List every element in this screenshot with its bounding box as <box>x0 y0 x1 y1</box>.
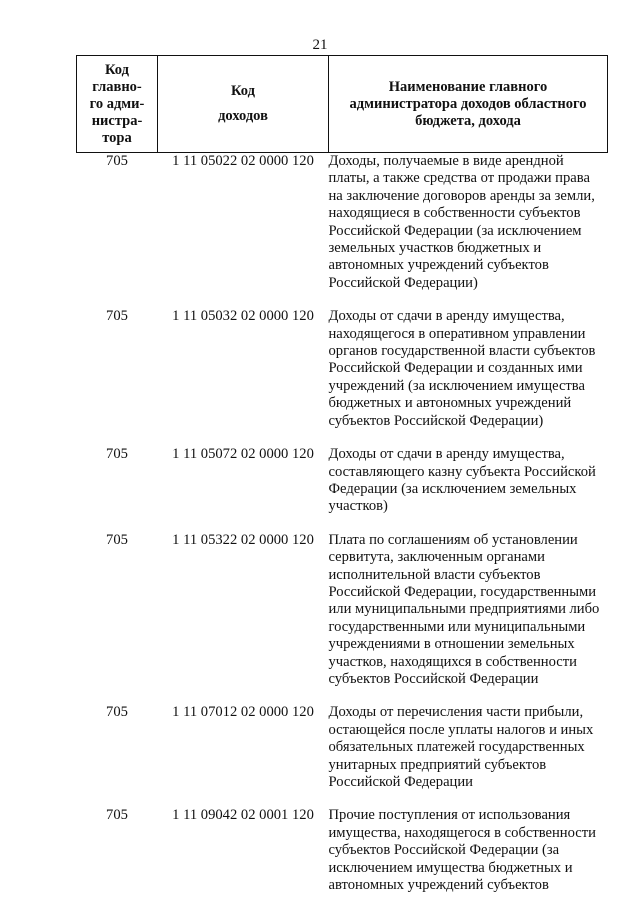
budget-revenue-table <box>76 55 608 894</box>
income-name-line: субъектов Российской Федерации (за <box>328 842 560 859</box>
income-name-line: обязательных платежей государственных <box>328 739 585 756</box>
income-name-cell <box>329 532 608 689</box>
income-name-line: государственными или муниципальными <box>328 618 586 635</box>
header-income-line: доходов <box>218 108 268 124</box>
header-income-code <box>158 56 329 153</box>
spacer-cell <box>77 791 608 807</box>
page-number: 21 <box>312 37 328 53</box>
admin-code-cell: 705 <box>106 308 128 325</box>
income-name-line: или муниципальными предприятиями либо <box>328 601 600 618</box>
header-admin-code <box>77 56 158 153</box>
income-name-line: Российской Федерации, государственными <box>328 583 597 600</box>
income-name-cell <box>329 704 608 791</box>
income-name-cell <box>329 446 608 516</box>
income-name-line: Плата по соглашениям об установлении <box>328 531 578 548</box>
income-name-line: остающейся после уплаты налогов и иных <box>328 721 594 738</box>
income-code-cell: 1 11 05322 02 0000 120 <box>172 531 314 548</box>
income-name-line: участков) <box>328 498 388 515</box>
admin-code-cell: 705 <box>106 807 128 824</box>
header-name-line: бюджета, дохода <box>415 112 521 129</box>
income-name-line: находящегося в оперативном управлении <box>328 325 586 342</box>
income-name-line: бюджетных и автономных учреждений <box>328 395 572 412</box>
income-name-line: субъектов Российской Федерации) <box>328 412 544 429</box>
header-name-line: Наименование главного <box>388 78 548 95</box>
income-name-cell <box>329 153 608 293</box>
admin-code-cell: 705 <box>106 446 128 463</box>
header-name-line: администратора доходов областного <box>349 95 587 112</box>
income-name-line: Российской Федерации и созданных ими <box>328 360 583 377</box>
income-name-line: находящиеся в собственности субъектов <box>328 205 581 222</box>
admin-code-cell: 705 <box>106 531 128 548</box>
table-header-row <box>77 56 608 153</box>
spacer-cell <box>77 292 608 308</box>
income-name-line: учреждений (за исключением имущества <box>328 377 585 394</box>
header-admin-line: го адми- <box>89 95 145 112</box>
income-name-cell <box>329 807 608 894</box>
income-name-line: органов государственной власти субъектов <box>328 343 596 360</box>
table-body <box>77 153 608 895</box>
income-name-line: сервитута, заключенным органами <box>328 549 545 566</box>
header-admin-line: нистра- <box>91 112 143 129</box>
income-name-line: земельных участков бюджетных и <box>328 240 542 257</box>
income-name-line: составляющего казну субъекта Российской <box>328 463 596 480</box>
header-admin-line: главно- <box>92 78 142 95</box>
income-name-line: Российской Федерации <box>328 774 473 790</box>
spacer-cell <box>77 516 608 532</box>
header-name <box>329 56 608 153</box>
income-name-line: унитарных предприятий субъектов <box>328 756 547 773</box>
income-name-line: автономных учреждений субъектов <box>328 257 549 274</box>
table-row <box>77 532 608 689</box>
income-name-line: на заключение договоров аренды за земли, <box>328 187 595 204</box>
row-spacer <box>77 516 608 532</box>
income-name-line: Доходы от сдачи в аренду имущества, <box>328 308 565 325</box>
income-name-cell <box>329 308 608 430</box>
income-name-line: Прочие поступления от использования <box>328 807 571 824</box>
income-code-cell: 1 11 09042 02 0001 120 <box>172 807 314 824</box>
income-code-cell: 1 11 05022 02 0000 120 <box>172 153 314 169</box>
row-spacer <box>77 292 608 308</box>
spacer-cell <box>77 688 608 704</box>
income-name-line: участков, находящихся в собственности <box>328 653 577 670</box>
row-spacer <box>77 430 608 446</box>
header-admin-line: Код <box>105 61 129 78</box>
income-name-line: имущества, находящегося в собственности <box>328 824 596 841</box>
income-name-line: Российской Федерации (за исключением <box>328 222 582 239</box>
spacer-cell <box>77 430 608 446</box>
table-row <box>77 153 608 293</box>
row-spacer <box>77 688 608 704</box>
income-name-line: платы, а также средства от продажи права <box>328 170 590 187</box>
admin-code-cell: 705 <box>106 153 128 169</box>
admin-code-cell: 705 <box>106 704 128 721</box>
income-name-line: автономных учреждений субъектов <box>328 877 549 894</box>
income-name-line: Доходы от перечисления части прибыли, <box>328 704 584 721</box>
table-row <box>77 807 608 894</box>
table-row <box>77 704 608 791</box>
header-admin-line: тора <box>102 129 132 146</box>
income-name-line: учреждениями в отношении земельных <box>328 636 575 653</box>
income-name-line: Российской Федерации) <box>328 274 478 291</box>
income-name-line: субъектов Российской Федерации <box>328 670 539 687</box>
header-income-line: Код <box>231 83 255 99</box>
income-code-cell: 1 11 05072 02 0000 120 <box>172 446 314 463</box>
row-spacer <box>77 791 608 807</box>
table-row <box>77 446 608 516</box>
income-name-line: Доходы от сдачи в аренду имущества, <box>328 446 565 463</box>
income-code-cell: 1 11 05032 02 0000 120 <box>172 308 314 325</box>
income-name-line: Федерации (за исключением земельных <box>328 480 577 497</box>
table-row <box>77 308 608 430</box>
income-code-cell: 1 11 07012 02 0000 120 <box>172 704 314 721</box>
income-name-line: исключением имущества бюджетных и <box>328 859 573 876</box>
income-name-line: Доходы, получаемые в виде арендной <box>328 153 564 169</box>
income-name-line: исполнительной власти субъектов <box>328 566 541 583</box>
